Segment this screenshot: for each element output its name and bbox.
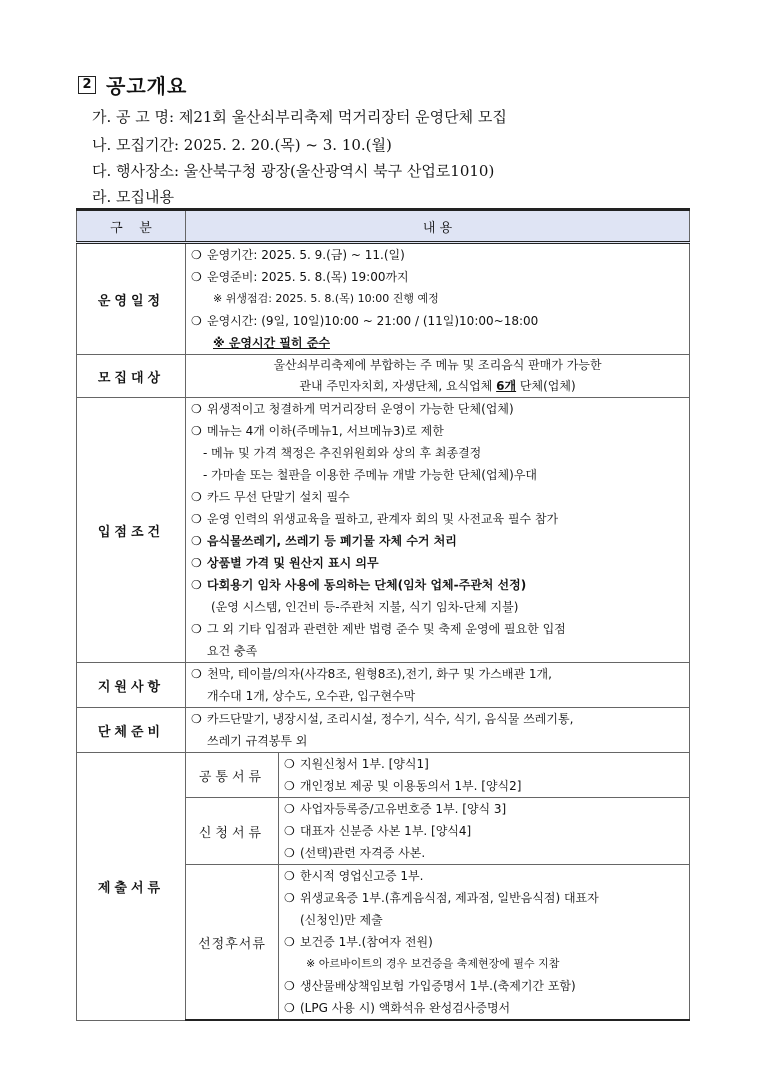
condition-item: 음식물쓰레기, 쓰레기 등 폐기물 자체 수거 처리 — [207, 534, 457, 548]
row-support — [77, 663, 690, 708]
bullet-icon: ❍ — [191, 248, 202, 262]
doc-item-continuation: (신청인)만 제출 — [300, 913, 383, 927]
row-docs-common — [77, 753, 690, 798]
condition-subitem: - 메뉴 및 가격 책정은 추진위원회와 상의 후 최종결정 — [203, 446, 482, 460]
bullet-icon: ❍ — [191, 402, 202, 416]
conditions-content — [186, 398, 690, 663]
section-title: 공고개요 — [106, 74, 188, 98]
target-content — [186, 355, 690, 398]
doc-item: 대표자 신분증 사본 1부. [양식4] — [300, 824, 472, 838]
bullet-icon: ❍ — [191, 667, 202, 681]
doc-item: 지원신청서 1부. [양식1] — [300, 757, 429, 771]
bullet-icon: ❍ — [284, 757, 295, 771]
condition-item: 다회용기 임차 사용에 동의하는 단체(임차 업체-주관처 선정) — [207, 578, 527, 592]
bullet-icon: ❍ — [191, 578, 202, 592]
docs-label: 제출서류 — [77, 753, 186, 1021]
table-header-row — [77, 210, 690, 243]
bullet-icon: ❍ — [191, 556, 202, 570]
doc-item: 개인정보 제공 및 이용동의서 1부. [양식2] — [300, 779, 522, 793]
target-line-1: 울산쇠부리축제에 부합하는 주 메뉴 및 조리음식 판매가 가능한 — [273, 358, 602, 372]
operation-prep: 운영준비: 2025. 5. 8.(목) 19:00까지 — [207, 270, 409, 284]
docs-apply-label: 신청서류 — [186, 798, 279, 865]
support-label: 지원사항 — [77, 663, 186, 708]
conditions-label: 입점조건 — [77, 398, 186, 663]
target-line-2 — [191, 376, 684, 397]
doc-item: (선택)관련 자격증 사본. — [300, 846, 426, 860]
info-line-content: 라. 모집내용 — [92, 188, 174, 206]
operation-hours: 운영시간: (9일, 10일)10:00 ~ 21:00 / (11일)10:00~18:00 — [207, 314, 539, 328]
condition-item: 상품별 가격 및 원산지 표시 의무 — [207, 556, 379, 570]
header-category: 구 분 — [77, 210, 186, 243]
target-count: 6개 — [496, 379, 517, 393]
prep-label: 단체준비 — [77, 708, 186, 753]
info-line-period: 나. 모집기간: 2025. 2. 20.(목) ~ 3. 10.(월) — [92, 136, 392, 154]
operation-label: 운영일정 — [77, 243, 186, 355]
condition-item: 그 외 기타 입점과 관련한 제반 법령 준수 및 축제 운영에 필요한 입점 — [207, 622, 566, 636]
bullet-icon: ❍ — [191, 512, 202, 526]
condition-continuation: 요건 충족 — [207, 644, 258, 658]
doc-item: 생산물배상책임보험 가입증명서 1부.(축제기간 포함) — [300, 979, 576, 993]
doc-item: 보건증 1부.(참여자 전원) — [300, 935, 433, 949]
bullet-icon: ❍ — [191, 314, 202, 328]
condition-subitem: - 가마솥 또는 철판을 이용한 주메뉴 개발 가능한 단체(업체)우대 — [203, 468, 538, 482]
row-operation — [77, 243, 690, 355]
row-target — [77, 355, 690, 398]
bullet-icon: ❍ — [284, 846, 295, 860]
target-label: 모집대상 — [77, 355, 186, 398]
support-line-2: 개수대 1개, 상수도, 오수관, 입구현수막 — [207, 689, 416, 703]
docs-common-label: 공통서류 — [186, 753, 279, 798]
recruitment-table — [76, 208, 690, 1021]
bullet-icon: ❍ — [284, 824, 295, 838]
bullet-icon: ❍ — [191, 270, 202, 284]
condition-item: 카드 무선 단말기 설치 필수 — [207, 490, 350, 504]
target-line-2-pre: 관내 주민자치회, 자생단체, 요식업체 — [299, 379, 497, 393]
bullet-icon: ❍ — [284, 891, 295, 905]
section-heading — [78, 70, 187, 99]
bullet-icon: ❍ — [191, 490, 202, 504]
condition-note: (운영 시스템, 인건비 등-주관처 지불, 식기 임차-단체 지불) — [211, 600, 519, 614]
operation-inspection-note: ※ 위생점검: 2025. 5. 8.(목) 10:00 진행 예정 — [213, 292, 439, 305]
bullet-icon: ❍ — [191, 712, 202, 726]
prep-line-2: 쓰레기 규격봉투 외 — [207, 734, 308, 748]
condition-item: 위생적이고 청결하게 먹거리장터 운영이 가능한 단체(업체) — [207, 402, 514, 416]
operation-period: 운영기간: 2025. 5. 9.(금) ~ 11.(일) — [207, 248, 405, 262]
docs-apply-content — [279, 798, 690, 865]
target-line-2-post: 단체(업체) — [516, 379, 576, 393]
condition-item: 운영 인력의 위생교육을 필하고, 관계자 회의 및 사전교육 필수 참가 — [207, 512, 559, 526]
operation-hours-note: ※ 운영시간 필히 준수 — [213, 336, 330, 350]
doc-item: 위생교육증 1부.(휴게음식점, 제과점, 일반음식점) 대표자 — [300, 891, 599, 905]
doc-item: 한시적 영업신고증 1부. — [300, 869, 424, 883]
row-conditions — [77, 398, 690, 663]
support-content — [186, 663, 690, 708]
bullet-icon: ❍ — [284, 779, 295, 793]
doc-item: 사업자등록증/고유번호증 1부. [양식 3] — [300, 802, 507, 816]
condition-item: 메뉴는 4개 이하(주메뉴1, 서브메뉴3)로 제한 — [207, 424, 444, 438]
bullet-icon: ❍ — [284, 979, 295, 993]
docs-after-label: 선정후서류 — [186, 865, 279, 1021]
prep-line-1: 카드단말기, 냉장시설, 조리시설, 정수기, 식수, 식기, 음식물 쓰레기통, — [207, 712, 574, 726]
support-line-1: 천막, 테이블/의자(사각8조, 원형8조),전기, 화구 및 가스배관 1개, — [207, 667, 552, 681]
prep-content — [186, 708, 690, 753]
bullet-icon: ❍ — [284, 1001, 295, 1015]
info-line-title: 가. 공 고 명: 제21회 울산쇠부리축제 먹거리장터 운영단체 모집 — [92, 108, 507, 126]
doc-item: (LPG 사용 시) 액화석유 완성검사증명서 — [300, 1001, 511, 1015]
bullet-icon: ❍ — [284, 802, 295, 816]
docs-common-content — [279, 753, 690, 798]
row-prep — [77, 708, 690, 753]
operation-content — [186, 243, 690, 355]
bullet-icon: ❍ — [191, 622, 202, 636]
section-number: 2 — [78, 76, 96, 94]
doc-note: ※ 아르바이트의 경우 보건증을 축제현장에 필수 지참 — [306, 957, 560, 970]
info-line-place: 다. 행사장소: 울산북구청 광장(울산광역시 북구 산업로1010) — [92, 162, 495, 180]
bullet-icon: ❍ — [284, 935, 295, 949]
docs-after-content — [279, 865, 690, 1021]
bullet-icon: ❍ — [284, 869, 295, 883]
header-content: 내 용 — [186, 210, 690, 243]
bullet-icon: ❍ — [191, 534, 202, 548]
bullet-icon: ❍ — [191, 424, 202, 438]
